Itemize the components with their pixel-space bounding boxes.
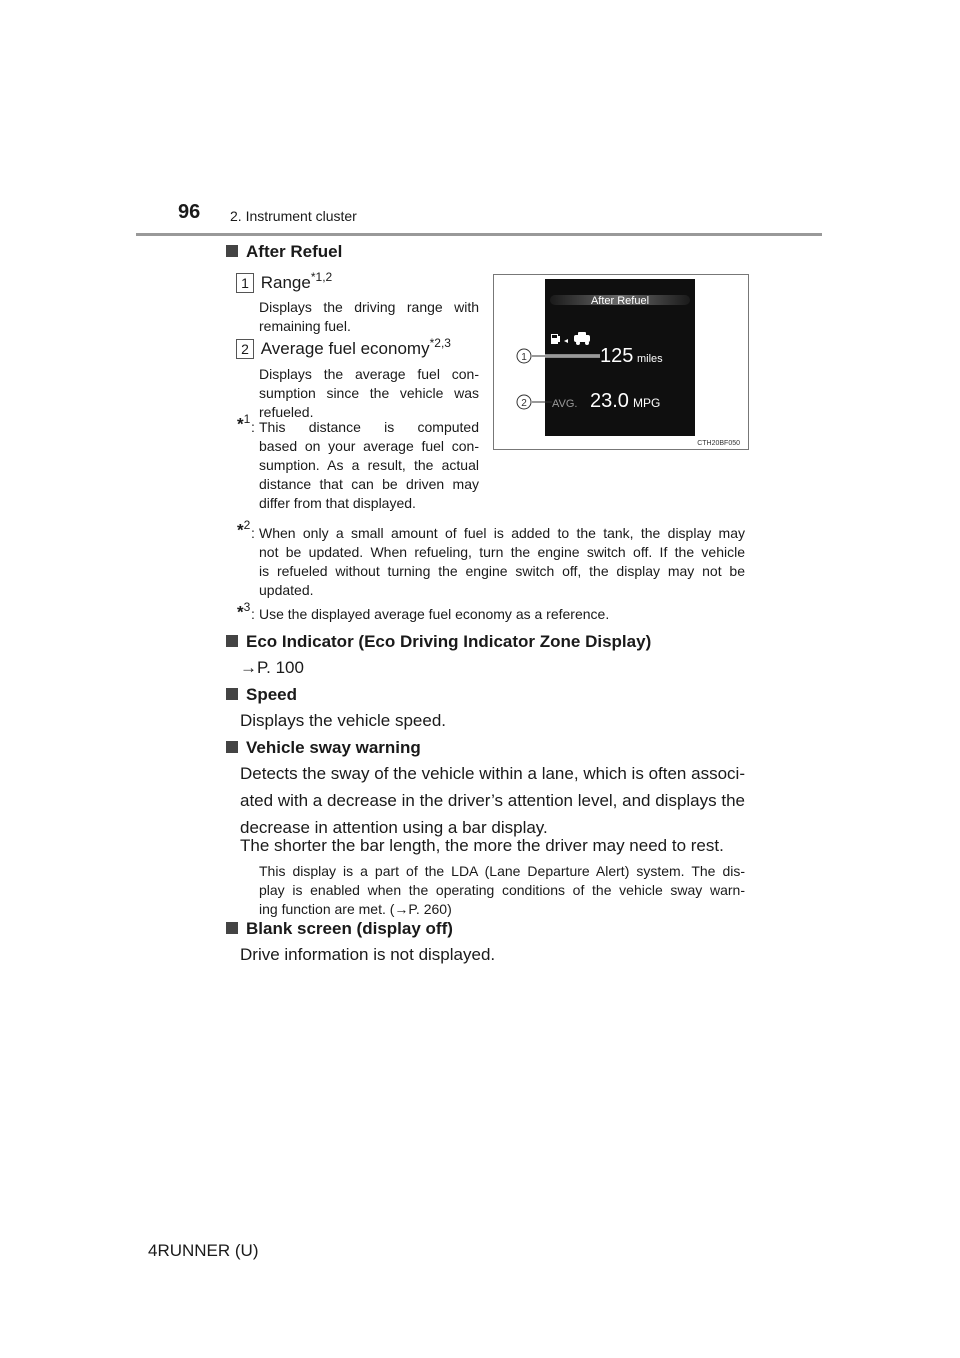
square-bullet-icon (226, 635, 238, 647)
sway-heading: Vehicle sway warning (226, 738, 421, 758)
footnote-2-mark: *$^2$ (237, 518, 251, 540)
square-bullet-icon (226, 922, 238, 934)
section-title: 2. Instrument cluster (230, 208, 357, 224)
footnote-3-colon: : (251, 606, 255, 622)
range-item-title: 1 Range$^{*1,2}$ (236, 270, 332, 293)
range-unit: miles (637, 353, 663, 365)
avg-fuel-description: Displays the average fuel con- sumption since the vehicle was refueled. (259, 366, 479, 420)
callout-badge-2: 2 (236, 339, 254, 359)
header-rule (136, 233, 822, 236)
after-refuel-heading: After Refuel (226, 242, 342, 262)
callout-badge-1: 1 (236, 273, 254, 293)
avg-value: 23.0 (590, 390, 629, 412)
sway-text: Detects the sway of the vehicle within a lane, which is often associ- ated with a decrease in the driver’s attention level, and displays the decrease in attention using a bar display. (240, 764, 745, 837)
avg-fuel-item-title: 2 Average fuel economy$^{*2,3}$ (236, 336, 451, 359)
callout-1-number: 1 (521, 352, 527, 363)
callout-2-number: 2 (521, 398, 527, 409)
footnote-1-mark: *$^1$ (237, 412, 251, 434)
sway-text-2: The shorter the bar length, the more the driver may need to rest. (240, 836, 724, 855)
footer-model: 4RUNNER (U) (148, 1241, 259, 1260)
avg-label: AVG. (552, 398, 578, 410)
screen-title: After Refuel (590, 295, 650, 307)
footnote-3-text: Use the displayed average fuel economy as a reference. (259, 606, 610, 622)
speed-heading: Speed (226, 685, 297, 705)
square-bullet-icon (226, 688, 238, 700)
sway-note: This display is a part of the LDA (Lane Departure Alert) system. The dis- play is enabled when the operating conditions of the vehicle sway warn- ing function are met. (→P. 260) (259, 863, 745, 917)
eco-indicator-page-ref[interactable]: →P. 100 (240, 658, 304, 677)
footnote-2-colon: : (251, 525, 255, 541)
speed-text: Displays the vehicle speed. (240, 711, 447, 730)
blank-screen-text: Drive information is not displayed. (240, 945, 496, 964)
range-value: 125 (600, 345, 634, 367)
square-bullet-icon (226, 741, 238, 753)
footnote-1-colon: : (251, 419, 255, 435)
after-refuel-figure (493, 274, 749, 450)
square-bullet-icon (226, 245, 238, 257)
footnote-1-text: This distance is computed based on your average fuel con- sumption. As a result, the actual distance that can be driven may differ from that displayed. (259, 419, 479, 511)
page-number: 96 (178, 201, 201, 223)
eco-indicator-heading: Eco Indicator (Eco Driving Indicator Zone Display) (226, 632, 651, 652)
avg-unit: MPG (633, 396, 661, 410)
footnote-3-mark: *$^3$ (237, 600, 251, 622)
range-description: Displays the driving range with remaining fuel. (259, 299, 479, 334)
blank-screen-heading: Blank screen (display off) (226, 919, 453, 939)
after-refuel-display-illustration (494, 275, 748, 449)
footnote-2-text: When only a small amount of fuel is added to the tank, the display may not be updated. When refueling, turn the engine switch off. If the vehicle is refueled without turning the engine switch off, the display may not be updated. (259, 525, 745, 598)
figure-code: CTH20BF050 (697, 440, 740, 447)
